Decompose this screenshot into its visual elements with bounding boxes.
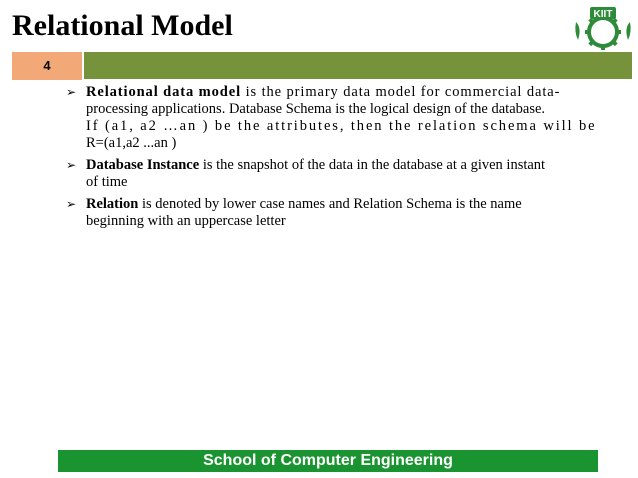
kiit-logo-icon bbox=[572, 6, 634, 50]
bullet-line: beginning with an uppercase letter bbox=[86, 213, 286, 229]
bullet-bold-term: Relation bbox=[86, 196, 139, 212]
bullet-bold-term: Database Instance bbox=[86, 157, 200, 173]
bullet-text: is the primary data model for commercial data- bbox=[241, 84, 561, 100]
bullet-bold-term: Relational data model bbox=[86, 84, 242, 100]
bullet-line: of time bbox=[86, 174, 128, 190]
bullet-line: R=(a1,a2 ...an ) bbox=[86, 135, 177, 151]
slide-title: Relational Model bbox=[12, 9, 233, 42]
bullet-line: processing applications. Database Schema is the logical design of the database. bbox=[86, 101, 546, 117]
bullet-line bbox=[86, 157, 602, 174]
bullet-line bbox=[86, 196, 602, 213]
footer-bar: School of Computer Engineering bbox=[58, 450, 598, 472]
header-bar bbox=[84, 52, 632, 79]
bullet-line bbox=[86, 84, 602, 101]
bullet-item bbox=[66, 157, 602, 191]
bullet-text: is the snapshot of the data in the database at a given instant bbox=[199, 157, 546, 173]
bullet-text: is denoted by lower case names and Relation Schema is the name bbox=[138, 196, 522, 212]
logo-text: KIIT bbox=[593, 9, 613, 20]
arrow-bullet-icon: ➢ bbox=[66, 197, 77, 211]
slide-content bbox=[66, 84, 602, 235]
arrow-bullet-icon: ➢ bbox=[66, 85, 77, 99]
page-number: 4 bbox=[43, 58, 51, 73]
page-number-box bbox=[12, 52, 82, 80]
arrow-bullet-icon: ➢ bbox=[66, 158, 77, 172]
bullet-item bbox=[66, 84, 602, 152]
bullet-line: If (a1, a2 …an ) be the attributes, then the relation schema will be bbox=[86, 118, 597, 134]
bullet-item bbox=[66, 196, 602, 230]
